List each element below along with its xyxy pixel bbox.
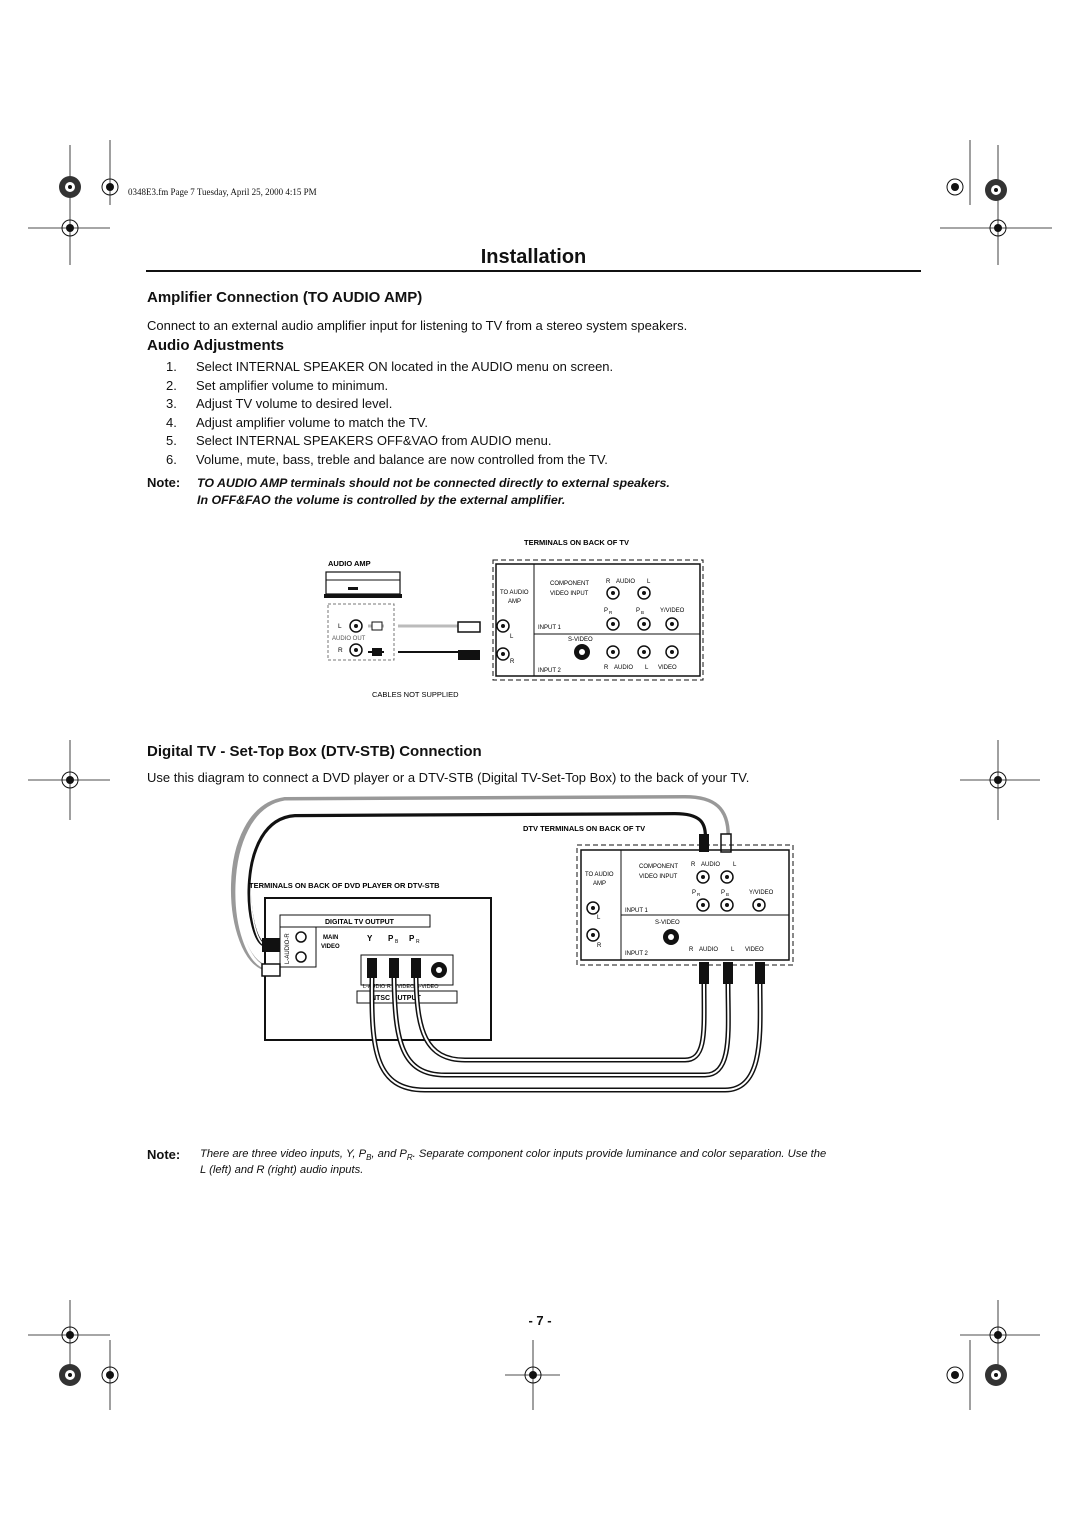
tv-r-label: R: [510, 659, 515, 665]
list-item: 3. Adjust TV volume to desired level.: [166, 396, 393, 412]
audio-r-label-2: R: [604, 665, 609, 671]
dtv-terminals-label: DTV TERMINALS ON BACK OF TV: [523, 824, 646, 833]
svideo-jack-icon: [663, 929, 679, 945]
video-label: VIDEO: [658, 665, 677, 671]
rca-plug-icon: [367, 958, 377, 978]
jack-icon: [607, 587, 619, 599]
registration-starburst-icon: [985, 179, 1007, 201]
component-label: COMPONENT: [550, 581, 589, 587]
file-header: 0348E3.fm Page 7 Tuesday, April 25, 2000 4:15 PM: [128, 187, 317, 197]
dvd-pr-sub-label: R: [416, 939, 420, 945]
input2-label-2: INPUT 2: [625, 951, 648, 957]
jack-icon: [697, 871, 709, 883]
audio-r-label-3: R: [691, 862, 696, 868]
ntsc-output-label: NTSC OUTPUT: [371, 995, 421, 1002]
final-note-label: Note:: [147, 1147, 181, 1162]
amp-text: Connect to an external audio amplifier input for listening to TV from a stereo system speakers.: [147, 318, 688, 333]
jack-icon: [666, 618, 678, 630]
jack-icon: [638, 618, 650, 630]
to-audio-label: TO AUDIO: [500, 590, 529, 596]
dtv-heading: Digital TV - Set-Top Box (DTV-STB) Connection: [147, 743, 482, 760]
registration-starburst-icon: [59, 1364, 81, 1386]
list-item: 4. Adjust amplifier volume to match the TV.: [166, 414, 428, 430]
list-item: 2. Set amplifier volume to minimum.: [166, 377, 389, 393]
main-label: MAIN: [323, 935, 339, 941]
audio-l-label-4: L: [731, 947, 735, 953]
rca-plug-icon: [372, 622, 382, 630]
registration-starburst-icon: [59, 176, 81, 198]
input2-label: INPUT 2: [538, 668, 561, 674]
final-note-line-2: L (left) and R (right) audio inputs.: [200, 1164, 364, 1176]
pr-label: P: [604, 608, 609, 614]
tv2-l-label: L: [597, 915, 601, 921]
video-input-label: VIDEO INPUT: [550, 591, 589, 597]
video-label-2: VIDEO: [745, 947, 764, 953]
pb-sub-label-2: B: [726, 892, 730, 897]
audio-l-label: L: [647, 579, 651, 585]
pb-sub-label: B: [641, 610, 645, 615]
dvd-bottom-labels: L-AUDIO R L-VIDEO S-VIDEO: [363, 984, 439, 990]
jack-icon: [350, 644, 362, 656]
jack-icon: [638, 646, 650, 658]
rca-plug-icon: [389, 958, 399, 978]
adjust-heading: Audio Adjustments: [147, 337, 284, 354]
dvd-pb-label: P: [388, 934, 394, 943]
pr-sub-label: R: [609, 610, 613, 615]
jack-icon: [721, 871, 733, 883]
audio-l-label-3: L: [733, 862, 737, 868]
dvd-terminals-label: TERMINALS ON BACK OF DVD PLAYER OR DTV-STB: [249, 881, 440, 890]
rca-plug-icon: [372, 648, 382, 656]
rca-plug-icon: [458, 650, 480, 660]
page-title: Installation: [480, 246, 587, 268]
jack-icon: [587, 902, 599, 914]
jack-icon: [753, 899, 765, 911]
amp-heading: Amplifier Connection (TO AUDIO AMP): [147, 289, 423, 306]
audio-amp-icon: [324, 572, 402, 598]
note-line-2: In OFF&FAO the volume is controlled by the external amplifier.: [197, 493, 566, 507]
tv-terminals-label: TERMINALS ON BACK OF TV: [524, 538, 629, 547]
amp-label: AUDIO AMP: [328, 559, 371, 568]
rca-plug-icon: [755, 962, 765, 984]
registration-starburst-icon: [985, 1364, 1007, 1386]
final-note-line-1: There are three video inputs, Y, $P_B$, and $P_R$. Separate component color inputs provide luminance and color separation. Use the: [200, 1148, 827, 1163]
rca-plug-icon: [262, 938, 280, 952]
dvd-pr-label: P: [409, 934, 415, 943]
amp-l-label: L: [338, 623, 342, 630]
page-number: - 7 -: [528, 1313, 552, 1328]
audio-l-label-2: L: [645, 665, 649, 671]
jack-icon: [350, 620, 362, 632]
video-input-label-2: VIDEO INPUT: [639, 874, 678, 880]
list-item: 1. Select INTERNAL SPEAKER ON located in the AUDIO menu on screen.: [166, 359, 614, 374]
digital-tv-output-label: DIGITAL TV OUTPUT: [325, 919, 394, 926]
svideo-label-2: S-VIDEO: [655, 920, 680, 926]
amp-small-label-2: AMP: [593, 881, 607, 887]
jack-icon: [666, 646, 678, 658]
rca-plug-icon: [411, 958, 421, 978]
jack-icon: [296, 952, 306, 962]
audio-word-label-4: AUDIO: [699, 947, 719, 953]
svideo-jack-icon: [431, 962, 447, 978]
svideo-label: S-VIDEO: [568, 637, 593, 643]
jack-icon: [497, 620, 509, 632]
dvd-video-label: VIDEO: [321, 944, 340, 950]
adjust-steps: [166, 359, 613, 471]
jack-icon: [607, 618, 619, 630]
dtv-text: Use this diagram to connect a DVD player or a DTV-STB (Digital TV-Set-Top Box) to the back of your TV.: [147, 770, 750, 785]
registration-target-icon: [947, 1367, 963, 1383]
input1-label: INPUT 1: [538, 625, 561, 631]
rca-plug-icon: [723, 962, 733, 984]
list-item: 6. Volume, mute, bass, treble and balance are now controlled from the TV.: [166, 451, 608, 467]
rca-plug-icon: [699, 962, 709, 984]
jack-icon: [296, 932, 306, 942]
pb-label: P: [636, 608, 641, 614]
list-item: 5. Select INTERNAL SPEAKERS OFF&VAO from AUDIO menu.: [166, 433, 552, 449]
pr-label-2: P: [692, 890, 697, 896]
registration-target-icon: [947, 179, 963, 195]
audio-r-label-4: R: [689, 947, 694, 953]
amp-small-label: AMP: [508, 599, 522, 605]
dtv-stb-diagram: [205, 790, 805, 1110]
audio-word-label-3: AUDIO: [701, 862, 721, 868]
tv-l-label: L: [510, 634, 514, 640]
jack-icon: [607, 646, 619, 658]
rca-plug-icon: [458, 622, 480, 632]
l-audio-r-label: L-AUDIO-R: [285, 933, 291, 964]
pb-label-2: P: [721, 890, 726, 896]
to-audio-label-2: TO AUDIO: [585, 872, 614, 878]
component-label-2: COMPONENT: [639, 864, 678, 870]
note-line-1: TO AUDIO AMP terminals should not be connected directly to external speakers.: [197, 476, 670, 490]
input1-label-2: INPUT 1: [625, 908, 648, 914]
jack-icon: [638, 587, 650, 599]
jack-icon: [497, 648, 509, 660]
amp-r-label: R: [338, 647, 343, 654]
audio-word-label-2: AUDIO: [614, 665, 634, 671]
jack-icon: [721, 899, 733, 911]
audio-out-label: AUDIO OUT: [332, 636, 366, 642]
audio-r-label: R: [606, 579, 611, 585]
jack-icon: [587, 929, 599, 941]
title-rule: [146, 270, 921, 272]
pr-sub-label-2: R: [697, 892, 701, 897]
y-video-label: Y/VIDEO: [660, 608, 685, 614]
audio-amp-diagram: [310, 530, 730, 705]
tv2-r-label: R: [597, 943, 602, 949]
jack-icon: [697, 899, 709, 911]
y-video-label-2: Y/VIDEO: [749, 890, 774, 896]
note-label: Note:: [147, 475, 181, 490]
rca-plug-icon: [262, 964, 280, 976]
y-label: Y: [367, 934, 373, 943]
svideo-jack-icon: [574, 644, 590, 660]
audio-word-label: AUDIO: [616, 579, 636, 585]
cables-not-supplied-label: CABLES NOT SUPPLIED: [372, 690, 459, 699]
dvd-pb-sub-label: B: [395, 939, 399, 945]
